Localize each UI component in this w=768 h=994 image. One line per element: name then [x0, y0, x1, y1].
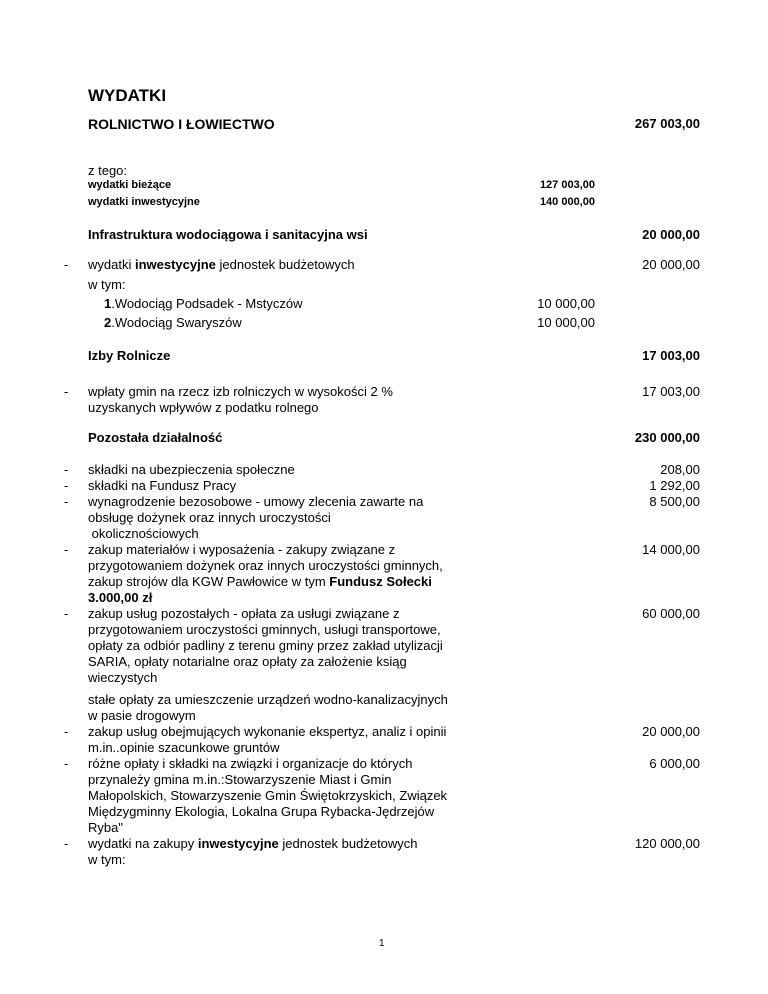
bullet-dash: - — [64, 494, 69, 509]
pozostala-heading: Pozostała działalność — [88, 430, 223, 445]
item-a7-line-5: Ryba" — [88, 820, 123, 835]
item-a8-line-1: wydatki na zakupy inwestycyjne jednostek budżetowych — [88, 836, 418, 851]
page-number: 1 — [379, 938, 385, 949]
item-a5b-line-2: w pasie drogowym — [88, 708, 196, 723]
bullet-dash: - — [64, 606, 69, 621]
item-a8-value: 120 000,00 — [634, 836, 700, 851]
bullet-dash: - — [64, 478, 69, 493]
item-a4-line-3: zakup strojów dla KGW Pawłowice w tym Fundusz Sołecki — [88, 574, 432, 589]
item-a7-value: 6 000,00 — [649, 756, 700, 771]
infra-wtym: w tym: — [88, 277, 126, 292]
item-a4-line-1: zakup materiałów i wyposażenia - zakupy związane z — [88, 542, 396, 557]
infra-item-2-value: 10 000,00 — [537, 315, 595, 330]
infra-item-1: 1.Wodociąg Podsadek - Mstyczów — [104, 296, 303, 311]
bullet-dash: - — [64, 836, 69, 851]
infra-line: wydatki inwestycyjne jednostek budżetowych — [88, 257, 355, 272]
item-a6-line-1: zakup usług obejmujących wykonanie ekspertyz, analiz i opinii — [88, 724, 447, 739]
item-a2-value: 1 292,00 — [649, 478, 700, 493]
item-a7-line-4: Międzygminny Ekologia, Lokalna Grupa Rybacka-Jędrzejów — [88, 804, 435, 819]
infra-item-2: 2.Wodociąg Swaryszów — [104, 315, 242, 330]
izby-value: 17 003,00 — [642, 384, 700, 399]
item-a2: składki na Fundusz Pracy — [88, 478, 237, 493]
item-a5-line-4: SARIA, opłaty notarialne oraz opłaty za założenie ksiąg — [88, 654, 407, 669]
item-a5-line-1: zakup usług pozostałych - opłata za usługi związane z — [88, 606, 400, 621]
current-expenses-label: wydatki bieżące — [88, 179, 172, 191]
item-a7-line-1: różne opłaty i składki na związki i organizacje do których — [88, 756, 413, 771]
page-title: WYDATKI — [88, 86, 167, 105]
breakdown-intro: z tego: — [88, 163, 128, 178]
bullet-dash: - — [64, 462, 69, 477]
izby-line-1: wpłaty gmin na rzecz izb rolniczych w wysokości 2 % — [88, 384, 393, 399]
item-a1-value: 208,00 — [660, 462, 700, 477]
item-a7-line-3: Małopolskich, Stowarzyszenie Gmin Świętokrzyskich, Związek — [88, 788, 448, 803]
bullet-dash: - — [64, 384, 69, 399]
item-a1: składki na ubezpieczenia społeczne — [88, 462, 295, 477]
bullet-dash: - — [64, 756, 69, 771]
item-a5-line-5: wieczystych — [88, 670, 158, 685]
item-a5-line-3: opłaty za odbiór padliny z terenu gminy przez zakład utylizacji — [88, 638, 443, 653]
item-a5-value: 60 000,00 — [642, 606, 700, 621]
item-a4-line-4: 3.000,00 zł — [88, 590, 153, 605]
izby-heading: Izby Rolnicze — [88, 348, 171, 363]
investment-expenses-label: wydatki inwestycyjne — [88, 196, 200, 208]
item-a3-line-1: wynagrodzenie bezosobowe - umowy zlecenia zawarte na — [88, 494, 424, 509]
item-a3-line-2: obsługę dożynek oraz innych uroczystości — [88, 510, 331, 525]
item-a5b-line-1: stałe opłaty za umieszczenie urządzeń wodno-kanalizacyjnych — [88, 692, 448, 707]
item-a6-line-2: m.in..opinie szacunkowe gruntów — [88, 740, 280, 755]
item-a3-value: 8 500,00 — [649, 494, 700, 509]
item-a4-line-2: przygotowaniem dożynek oraz innych uroczystości gminnych, — [88, 558, 443, 573]
infra-line-value: 20 000,00 — [642, 257, 700, 272]
section-total: 267 003,00 — [634, 116, 700, 131]
pozostala-total: 230 000,00 — [634, 430, 700, 445]
item-a6-value: 20 000,00 — [642, 724, 700, 739]
item-a7-line-2: przynależy gmina m.in.:Stowarzyszenie Miast i Gmin — [88, 772, 392, 787]
izby-total: 17 003,00 — [642, 348, 700, 363]
current-expenses-value: 127 003,00 — [539, 179, 595, 191]
item-a4-value: 14 000,00 — [642, 542, 700, 557]
bullet-dash: - — [64, 724, 69, 739]
item-a3-line-3: okolicznościowych — [88, 526, 199, 541]
investment-expenses-value: 140 000,00 — [539, 196, 595, 208]
item-a8-line-2: w tym: — [88, 852, 126, 867]
bullet-dash: - — [64, 542, 69, 557]
item-a5-line-2: przygotowaniem uroczystości gminnych, usługi transportowe, — [88, 622, 441, 637]
infra-heading: Infrastruktura wodociągowa i sanitacyjna wsi — [88, 227, 368, 242]
section-name: ROLNICTWO I ŁOWIECTWO — [88, 116, 275, 132]
infra-item-1-value: 10 000,00 — [537, 296, 595, 311]
izby-line-2: uzyskanych wpływów z podatku rolnego — [88, 400, 319, 415]
bullet-dash: - — [64, 257, 69, 272]
infra-total: 20 000,00 — [642, 227, 700, 242]
